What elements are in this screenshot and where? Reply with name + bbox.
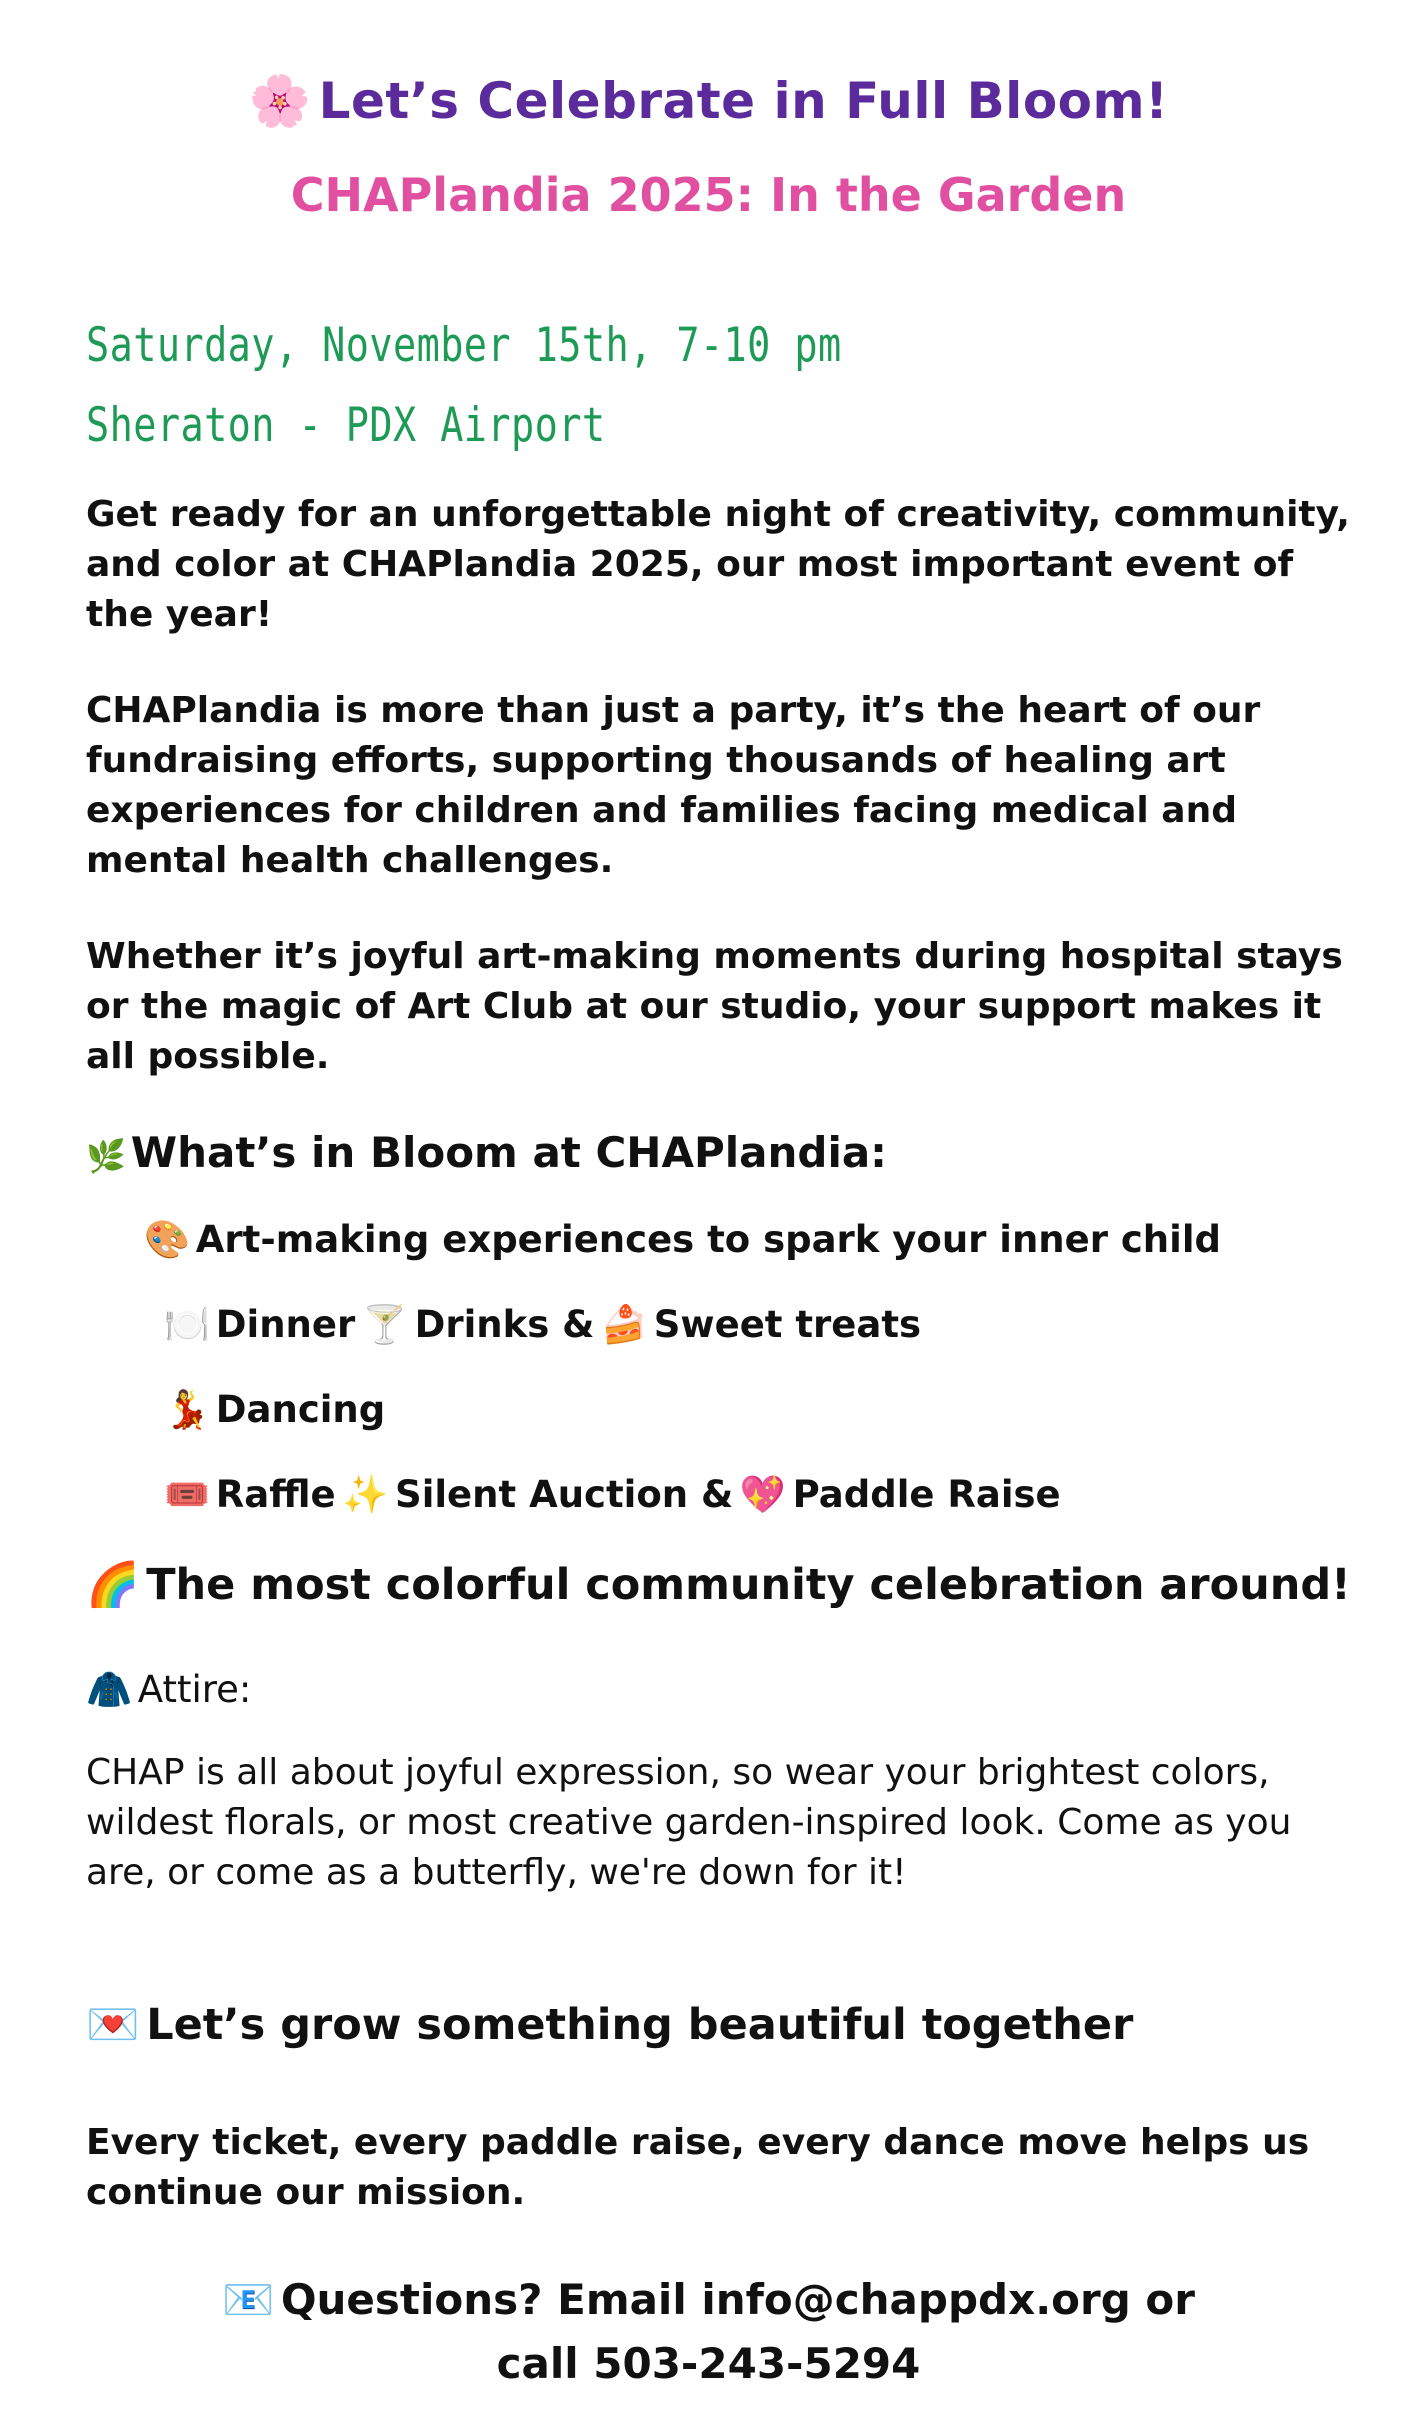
attire-paragraph: CHAP is all about joyful expression, so wear your brightest colors, wildest florals, or most creative garden-inspired look. Come as you are, or come as a butterfly, we're down for it!: [86, 1752, 1292, 1893]
list-item-text: Art-making experiences to spark your inner child: [195, 1218, 1221, 1261]
list-item-text: Raffle: [215, 1473, 336, 1516]
colorful-celebration: [86, 1560, 1351, 1610]
list-item-text: Dinner: [215, 1303, 356, 1346]
event-date: Saturday, November 15th, 7-10 pm: [86, 318, 842, 373]
bloom-heading: [86, 1128, 887, 1177]
colorful-text: The most colorful community celebration around!: [146, 1560, 1351, 1610]
grow-heading: [86, 2000, 1133, 2050]
list-item-art-making: [144, 1218, 1221, 1262]
bloom-heading-text: What’s in Bloom at CHAPlandia:: [130, 1128, 887, 1177]
email-icon: 📧: [222, 2275, 275, 2324]
ticket-icon: 🎟️: [164, 1473, 211, 1516]
intro-paragraph-3: Whether it’s joyful art-making moments during hospital stays or the magic of Art Club at our studio, your support makes it all possible.: [86, 936, 1343, 1077]
plate-icon: 🍽️: [164, 1303, 211, 1346]
attire-heading-text: Attire:: [137, 1668, 252, 1711]
coat-icon: 🧥: [86, 1668, 133, 1711]
contact-info: [0, 2268, 1417, 2396]
grow-paragraph: Every ticket, every paddle raise, every dance move helps us continue our mission.: [86, 2122, 1310, 2213]
rainbow-icon: 🌈: [86, 1560, 140, 1610]
list-item-text: Paddle Raise: [792, 1473, 1061, 1516]
intro-paragraph-2: CHAPlandia is more than just a party, it’s the heart of our fundraising efforts, supporting thousands of healing art experiences for children and families facing medical and mental health challenges.: [86, 690, 1261, 881]
contact-line-2: call 503-243-5294: [496, 2339, 921, 2388]
event-venue: Sheraton - PDX Airport: [86, 398, 606, 453]
sparkling-heart-icon: 💖: [739, 1473, 786, 1516]
list-item-text: Dancing: [215, 1388, 386, 1431]
dancer-icon: 💃: [164, 1388, 211, 1431]
list-item-raffle-auction: [164, 1473, 1061, 1517]
list-item-text: Silent Auction &: [395, 1473, 734, 1516]
list-item-dinner-drinks: [164, 1303, 921, 1347]
contact-line-1: [0, 2268, 1417, 2332]
page-title: [0, 72, 1417, 131]
cherry-blossom-icon: 🌸: [248, 72, 312, 130]
herb-icon: 🌿: [86, 1137, 126, 1175]
contact-email-text: Questions? Email info@chappdx.org or: [280, 2275, 1195, 2324]
love-letter-icon: 💌: [86, 2000, 140, 2050]
grow-heading-text: Let’s grow something beautiful together: [146, 2000, 1134, 2050]
cake-icon: 🍰: [601, 1303, 648, 1346]
page-subtitle: CHAPlandia 2025: In the Garden: [290, 168, 1127, 222]
palette-icon: 🎨: [144, 1218, 191, 1261]
list-item-text: Sweet treats: [653, 1303, 922, 1346]
cocktail-icon: 🍸: [361, 1303, 408, 1346]
list-item-dancing: [164, 1388, 385, 1432]
sparkles-icon: ✨: [342, 1473, 389, 1516]
intro-paragraph-1: Get ready for an unforgettable night of creativity, community, and color at CHAPlandia 2025, our most important event of the year!: [86, 494, 1350, 635]
title-text: Let’s Celebrate in Full Bloom!: [318, 72, 1169, 130]
list-item-text: Drinks &: [414, 1303, 595, 1346]
attire-heading: [86, 1668, 251, 1712]
